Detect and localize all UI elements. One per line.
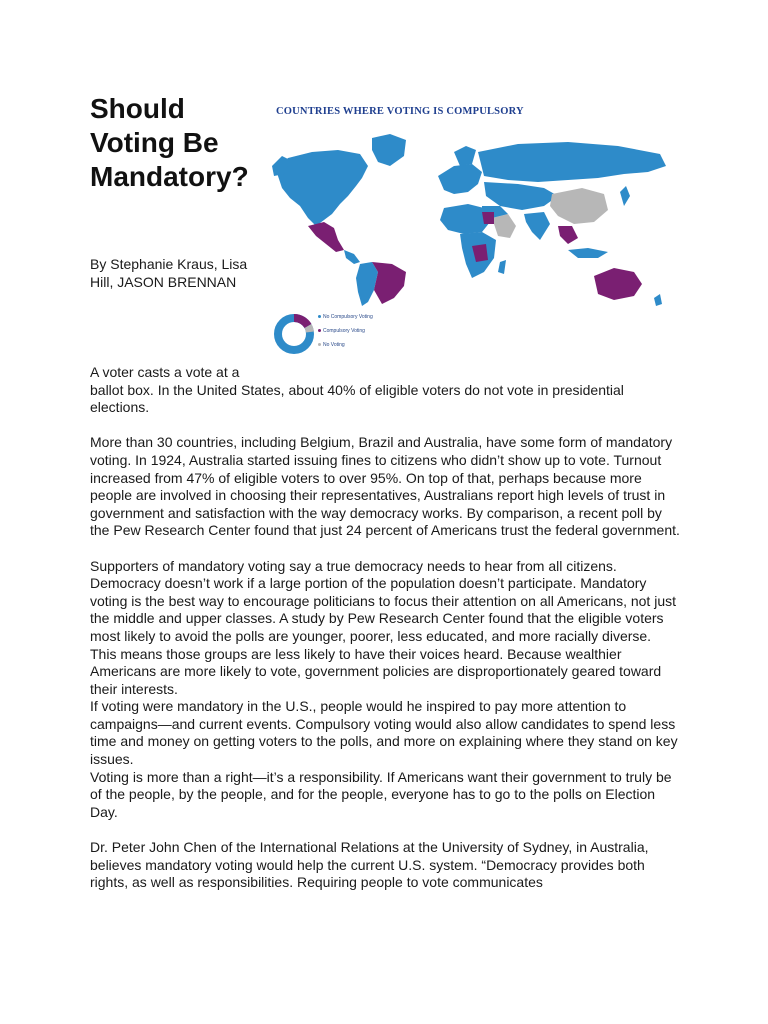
legend-item-no-voting: No Voting	[318, 342, 345, 348]
region-central-asia	[484, 182, 558, 210]
paragraph-spacer	[90, 540, 680, 558]
region-africa-north	[440, 204, 490, 234]
region-madagascar	[498, 260, 506, 274]
article-byline: By Stephanie Kraus, Lisa Hill, JASON BRENNAN	[90, 256, 248, 290]
region-greenland	[372, 134, 406, 166]
legend-item-no-compulsory: No Compulsory Voting	[318, 314, 373, 320]
region-new-zealand	[654, 294, 662, 306]
region-russia	[478, 142, 666, 182]
world-map	[268, 122, 672, 308]
region-central-america	[344, 250, 360, 264]
article-body	[90, 364, 680, 892]
legend-swatch	[318, 343, 321, 346]
paragraph-spacer	[90, 417, 680, 435]
region-brazil	[372, 262, 406, 304]
region-australia	[594, 268, 642, 300]
region-southeast-asia	[558, 226, 578, 244]
paragraph: More than 30 countries, including Belgium, Brazil and Australia, have some form of mandatory voting. In 1924, Australia started issuing fines to citizens who didn’t show up to vote. Turnout increased from 47% of eligible voters to over 95%. On top of that, perhaps because more people are involved in choosing their representatives, Australians report high levels of trust in government and satisfaction with the way democracy works. By comparison, a recent poll by the Pew Research Center found that just 24 percent of Americans trust the federal government.	[90, 434, 680, 539]
compulsory-voting-map-figure	[268, 100, 672, 364]
paragraph: Dr. Peter John Chen of the International Relations at the University of Sydney, in Australia, believes mandatory voting would help the current U.S. system. “Democracy provides both rights, as well as responsibilities. Requiring people to vote communicates	[90, 839, 649, 891]
article-title: Should Voting Be Mandatory?	[90, 93, 249, 192]
region-scandinavia	[454, 146, 476, 166]
legend-swatch	[318, 315, 321, 318]
region-japan	[620, 186, 630, 206]
region-mexico	[308, 222, 344, 252]
region-china	[550, 188, 608, 224]
paragraph: If voting were mandatory in the U.S., people would he inspired to pay more attention to campaigns—and current events. Compulsory voting would also allow candidates to spend less time and money on getting voters to the polls, and more on explaining where they stand on key issues.	[90, 698, 678, 768]
paragraph: ballot box. In the United States, about 40% of eligible voters do not vote in presidential elections.	[90, 381, 624, 416]
region-indonesia	[568, 248, 608, 258]
legend-swatch	[318, 329, 321, 332]
caption-start: A voter casts a vote at a	[90, 364, 240, 380]
paragraph: Supporters of mandatory voting say a true democracy needs to hear from all citizens. Democracy doesn’t work if a large portion of the population doesn’t participate. Mandatory voting is the best way to encourage politicians to focus their attention on all Americans, not just the middle and upper classes. A study by Pew Research Center found that the eligible voters most likely to avoid the polls are younger, poorer, less educated, and more racially diverse. This means those groups are less likely to have their voices heard. Because wealthier Americans are more likely to vote, government policies are disproportionately geared toward their interests.	[90, 557, 676, 697]
region-north-america	[276, 150, 368, 226]
region-india	[524, 212, 550, 240]
map-legend	[268, 308, 408, 364]
paragraph-spacer	[90, 821, 680, 839]
paragraph: Voting is more than a right—it’s a responsibility. If Americans want their government to truly be of the people, by the people, and for the people, everyone has to go to the polls on Election Day.	[90, 768, 672, 820]
region-egypt	[482, 212, 494, 224]
region-europe	[438, 164, 482, 194]
region-arabia	[492, 214, 516, 238]
figure-title: COUNTRIES WHERE VOTING IS COMPULSORY	[276, 106, 524, 117]
region-south-america-west	[356, 262, 378, 306]
legend-item-compulsory: Compulsory Voting	[318, 328, 365, 334]
legend-donut	[272, 312, 316, 356]
